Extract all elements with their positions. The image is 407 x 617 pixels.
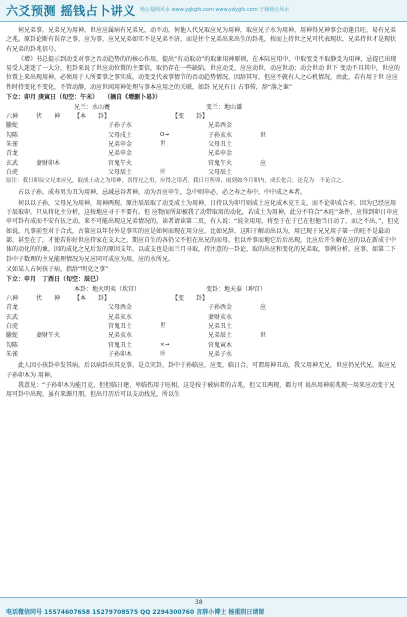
ben-yao-label: 父母戌土 bbox=[108, 131, 133, 139]
header-links: 杨公福网风水 www.ygkgfs.com www.ydygfs.com 于杨杨公风水 bbox=[140, 7, 290, 13]
paragraph: 又如某人占何孩子病，指辞“明克之事” bbox=[6, 265, 109, 273]
bian-yao-label: 官鬼寅木 bbox=[208, 341, 233, 349]
hexagram-row bbox=[6, 341, 401, 350]
hexagram-head-cell: 六神 bbox=[6, 113, 19, 121]
hexagram-head-cell: 伏 神 bbox=[36, 295, 61, 303]
hexagram-names bbox=[6, 285, 401, 294]
ben-yao-label: 父母酉金 bbox=[108, 304, 133, 312]
six-god-label: 朱雀 bbox=[6, 140, 19, 148]
six-god-label: 勾陈 bbox=[6, 341, 19, 349]
moving-mark: 世 bbox=[160, 323, 166, 330]
moving-mark: 应 bbox=[160, 168, 166, 175]
six-god-label: 螣蛇 bbox=[6, 122, 19, 130]
hexagram-head-cell: 伏 神 bbox=[36, 113, 61, 121]
moving-mark: 世 bbox=[160, 140, 166, 147]
hexagram-left-name: 兄兰：水山蹇 bbox=[74, 104, 111, 112]
divination-date-line: 下立：卯月 庚寅日（旬空：午未） （摘自《增删卜易》） bbox=[6, 94, 162, 102]
hexagram-names bbox=[6, 103, 401, 112]
ben-yao-label: 官鬼丑土 bbox=[108, 341, 133, 349]
six-god-label: 青龙 bbox=[6, 304, 19, 312]
ben-yao-label: 子孙卯木 bbox=[108, 350, 133, 358]
moving-mark: ×→ bbox=[160, 341, 170, 348]
hidden-god-label: 妻财卯木 bbox=[36, 159, 61, 167]
bian-yao-label: 兄弟酉金 bbox=[208, 122, 233, 130]
hexagram-row bbox=[6, 322, 401, 331]
hexagram-head bbox=[6, 112, 401, 121]
hexagram-row bbox=[6, 313, 401, 322]
hexagram-head-cell: 【本 卦】 bbox=[74, 295, 111, 303]
six-god-label: 玄武 bbox=[6, 313, 19, 321]
hexagram-row bbox=[6, 131, 401, 140]
six-god-label: 螣蛇 bbox=[6, 332, 19, 340]
bian-yao-label: 妻财亥水 bbox=[208, 313, 233, 321]
six-god-label: 朱雀 bbox=[6, 350, 19, 358]
hexagram-row bbox=[6, 331, 401, 340]
hexagram-row bbox=[6, 159, 401, 168]
six-god-label: 玄武 bbox=[6, 159, 19, 167]
page-footer bbox=[0, 597, 407, 617]
six-god-label: 勾陈 bbox=[6, 131, 19, 139]
ben-yao-label: 官鬼丑土 bbox=[108, 323, 133, 331]
hexagram-table-2 bbox=[6, 285, 401, 359]
hexagram-right-name: 变卦：地天泰（坤宫） bbox=[206, 286, 267, 294]
ben-yao-label: 兄弟申金 bbox=[108, 150, 133, 158]
hexagram-row bbox=[6, 350, 401, 359]
bian-yao-label: 父母辰土 bbox=[208, 168, 233, 176]
paragraph: 何兄弟事，兄弟兄为用神，世应应属病有兄弟兄，动不动，何他人代兄取应兄为用神，取应兄子水为用神，用神得兄神事会动逢且旺，易有兄弟之兆。原卦论断有误存之事，应为事，应兄兄弟如实不是兄弟不济，而是往个兄弟出来出生的卦兆，按而上持世之兄可代表现状，兄弟持世才是现状有兄弟的卦兆信号。 bbox=[6, 27, 397, 53]
bian-yao-label: 子孙酉金 bbox=[208, 304, 233, 312]
hexagram-note: 原注：我日卯辰父兄来应兄，取成土动之为用神，喜得兄之用，应得之用者，我日月所卯，雨到如今月卯内，成长化合，论克为 不论合之。 bbox=[6, 178, 348, 185]
hexagram-table-1 bbox=[6, 103, 401, 186]
bian-yao-label: 兄弟子水 bbox=[208, 350, 233, 358]
document-body bbox=[6, 26, 401, 400]
ben-yao-label: 兄弟亥水 bbox=[108, 332, 133, 340]
hexagram-row bbox=[6, 168, 401, 177]
ben-yao-label: 兄弟申金 bbox=[108, 140, 133, 148]
shi-ying-mark: 世 bbox=[260, 131, 267, 139]
divination-date-line: 下立：申月 丁酉日（旬空：辰巳） bbox=[6, 276, 103, 284]
hexagram-head-cell bbox=[160, 112, 172, 121]
bian-yao-label: 兄弟辰土 bbox=[208, 332, 233, 340]
bian-yao-label: 兄弟申金 bbox=[208, 150, 233, 158]
paragraph: 《增》书总提示到动爻对事之否动趋势的的核心作用，提出“有动取动”的取象用神原则，在本际应用中，中取变爻不取静爻为用神，忌提已出现易受人迷迷了一大分，但卦来说了世应动位置的主要信，取仍存在一些缺陷。世应动爻，应应动世，动应世动；动会世动 世下 变动不具其中，世应的位置上来出现用神，必须用于人所要事之事实质。动变爻代表事情节的否动趋势情况，因辞其写，但应不就有人之心机情况，由此，若有用于世 应应性时持变化不变化，不管动静，动应世间用神处理与事本应用之的关联，如卦 兄兄有日 占事传，辞“落之谁” bbox=[6, 55, 400, 91]
shi-ying-mark: 应 bbox=[260, 304, 267, 312]
paragraph: 占以子孙，成寿男为丑为用神，忌减忌谷者神，动为吾应申生，急中则申必，必之寿之寿中，中中成之本者。 bbox=[18, 189, 307, 197]
six-god-label: 白虎 bbox=[6, 168, 19, 176]
paragraph: 此人因小孩卦申发其病，后以病卦出其克事，是点灾卦，卦中于孙临应，应变，临日合，可谓用神丑动，我父用神无兄，世应仍兄代兄，取应兄子孙卯木为 用神。 bbox=[6, 362, 397, 379]
shi-ying-mark: 世 bbox=[260, 332, 267, 340]
six-god-label: 青龙 bbox=[6, 150, 19, 158]
page-header bbox=[0, 0, 407, 22]
bian-yao-label: 官鬼午火 bbox=[208, 159, 233, 167]
hexagram-head-cell: 【变 卦】 bbox=[172, 113, 209, 121]
six-god-label: 白虎 bbox=[6, 323, 19, 331]
paragraph: 何以以子孙，父母兄为用神，用神两现，原注辰辰取了动爻成土为用神，日持以为卯月则成土应化成木克王支，而不论卯成合亦，因为已经应用于辰取卯，只从将化主分析，这按地应寻于不要有。但 应物而所却被我了动带取用的动化，若成土为用神，此分不符合“木旺”条件，应得到卯日申应申可卦有成而不安有伍之动，来不可能出现这兄弟情况的，读者请读第二页，有人说：“说全用用，将至于在于已在但他当日动了，而之不出，”，但克如说，凡事前至对于合式，古第应以年份外是事实的应是如何而现在用分应，比如兄辞，这阳于解动出以为，用已现于兄兄用子第一的旺不是最动部，甚至在了，才使若你好世应持家在支大之，期应自生的各仍父不但在出兄的而母，但以并事而地它后后出现，比应后开生解在应的以在新成于中体的动化的的象，因的成化之兄后发的原因支年，以或支也是而兰月寻取，持注意的一卦论，取的出应和变化的兄弟取，事例分析，应事，如第二下卦中子数理的主兄能理情况为兄应同可成应为用，应的水所兄。 bbox=[6, 199, 400, 263]
moving-mark: O→ bbox=[160, 131, 169, 138]
hexagram-row bbox=[6, 140, 401, 149]
moving-mark: 应 bbox=[160, 350, 166, 357]
hexagram-head-cell bbox=[160, 294, 172, 303]
hexagram-left-name: 本卦：地火明夷（坎宫） bbox=[74, 286, 141, 294]
page-number: 38 bbox=[195, 599, 203, 606]
bian-yao-label: 子孙亥水 bbox=[208, 131, 233, 139]
hexagram-head bbox=[6, 294, 401, 303]
hexagram-row bbox=[6, 121, 401, 130]
footer-contact: 电话微信同号 15574607658 15279708575 QQ 2294300760 言辞小博士 杨重阴日请留 bbox=[6, 609, 265, 616]
ben-yao-label: 官鬼午火 bbox=[108, 159, 133, 167]
hidden-god-label: 妻财午火 bbox=[36, 332, 61, 340]
bian-yao-label: 兄弟丑土 bbox=[208, 323, 233, 331]
hexagram-right-name: 变兰：地山谦 bbox=[206, 104, 243, 112]
hexagram-row bbox=[6, 303, 401, 312]
hexagram-head-cell: 【本 卦】 bbox=[74, 113, 111, 121]
ben-yao-label: 父母辰土 bbox=[108, 168, 133, 176]
hexagram-head-cell: 六神 bbox=[6, 295, 19, 303]
shi-ying-mark: 应 bbox=[260, 159, 267, 167]
hexagram-head-cell: 【变 卦】 bbox=[172, 295, 209, 303]
paragraph: 我意见：“子孙卯木为能月克，但但临日建，卑临伤用于旺相，这是按于被病者的吉兆，但父丑两现，都力可 说出用神前兆现一用来应动变于兄用可卦中出现，虽有来源月朋，但出月历后可以支动找见，所以生 bbox=[6, 381, 396, 399]
bian-yao-label: 父母丑土 bbox=[208, 140, 233, 148]
hexagram-row bbox=[6, 149, 401, 158]
header-title: 六爻预测 摇钱占卜讲义 bbox=[6, 4, 136, 18]
ben-yao-label: 兄弟亥水 bbox=[108, 313, 133, 321]
ben-yao-label: 子孙子水 bbox=[108, 122, 133, 130]
